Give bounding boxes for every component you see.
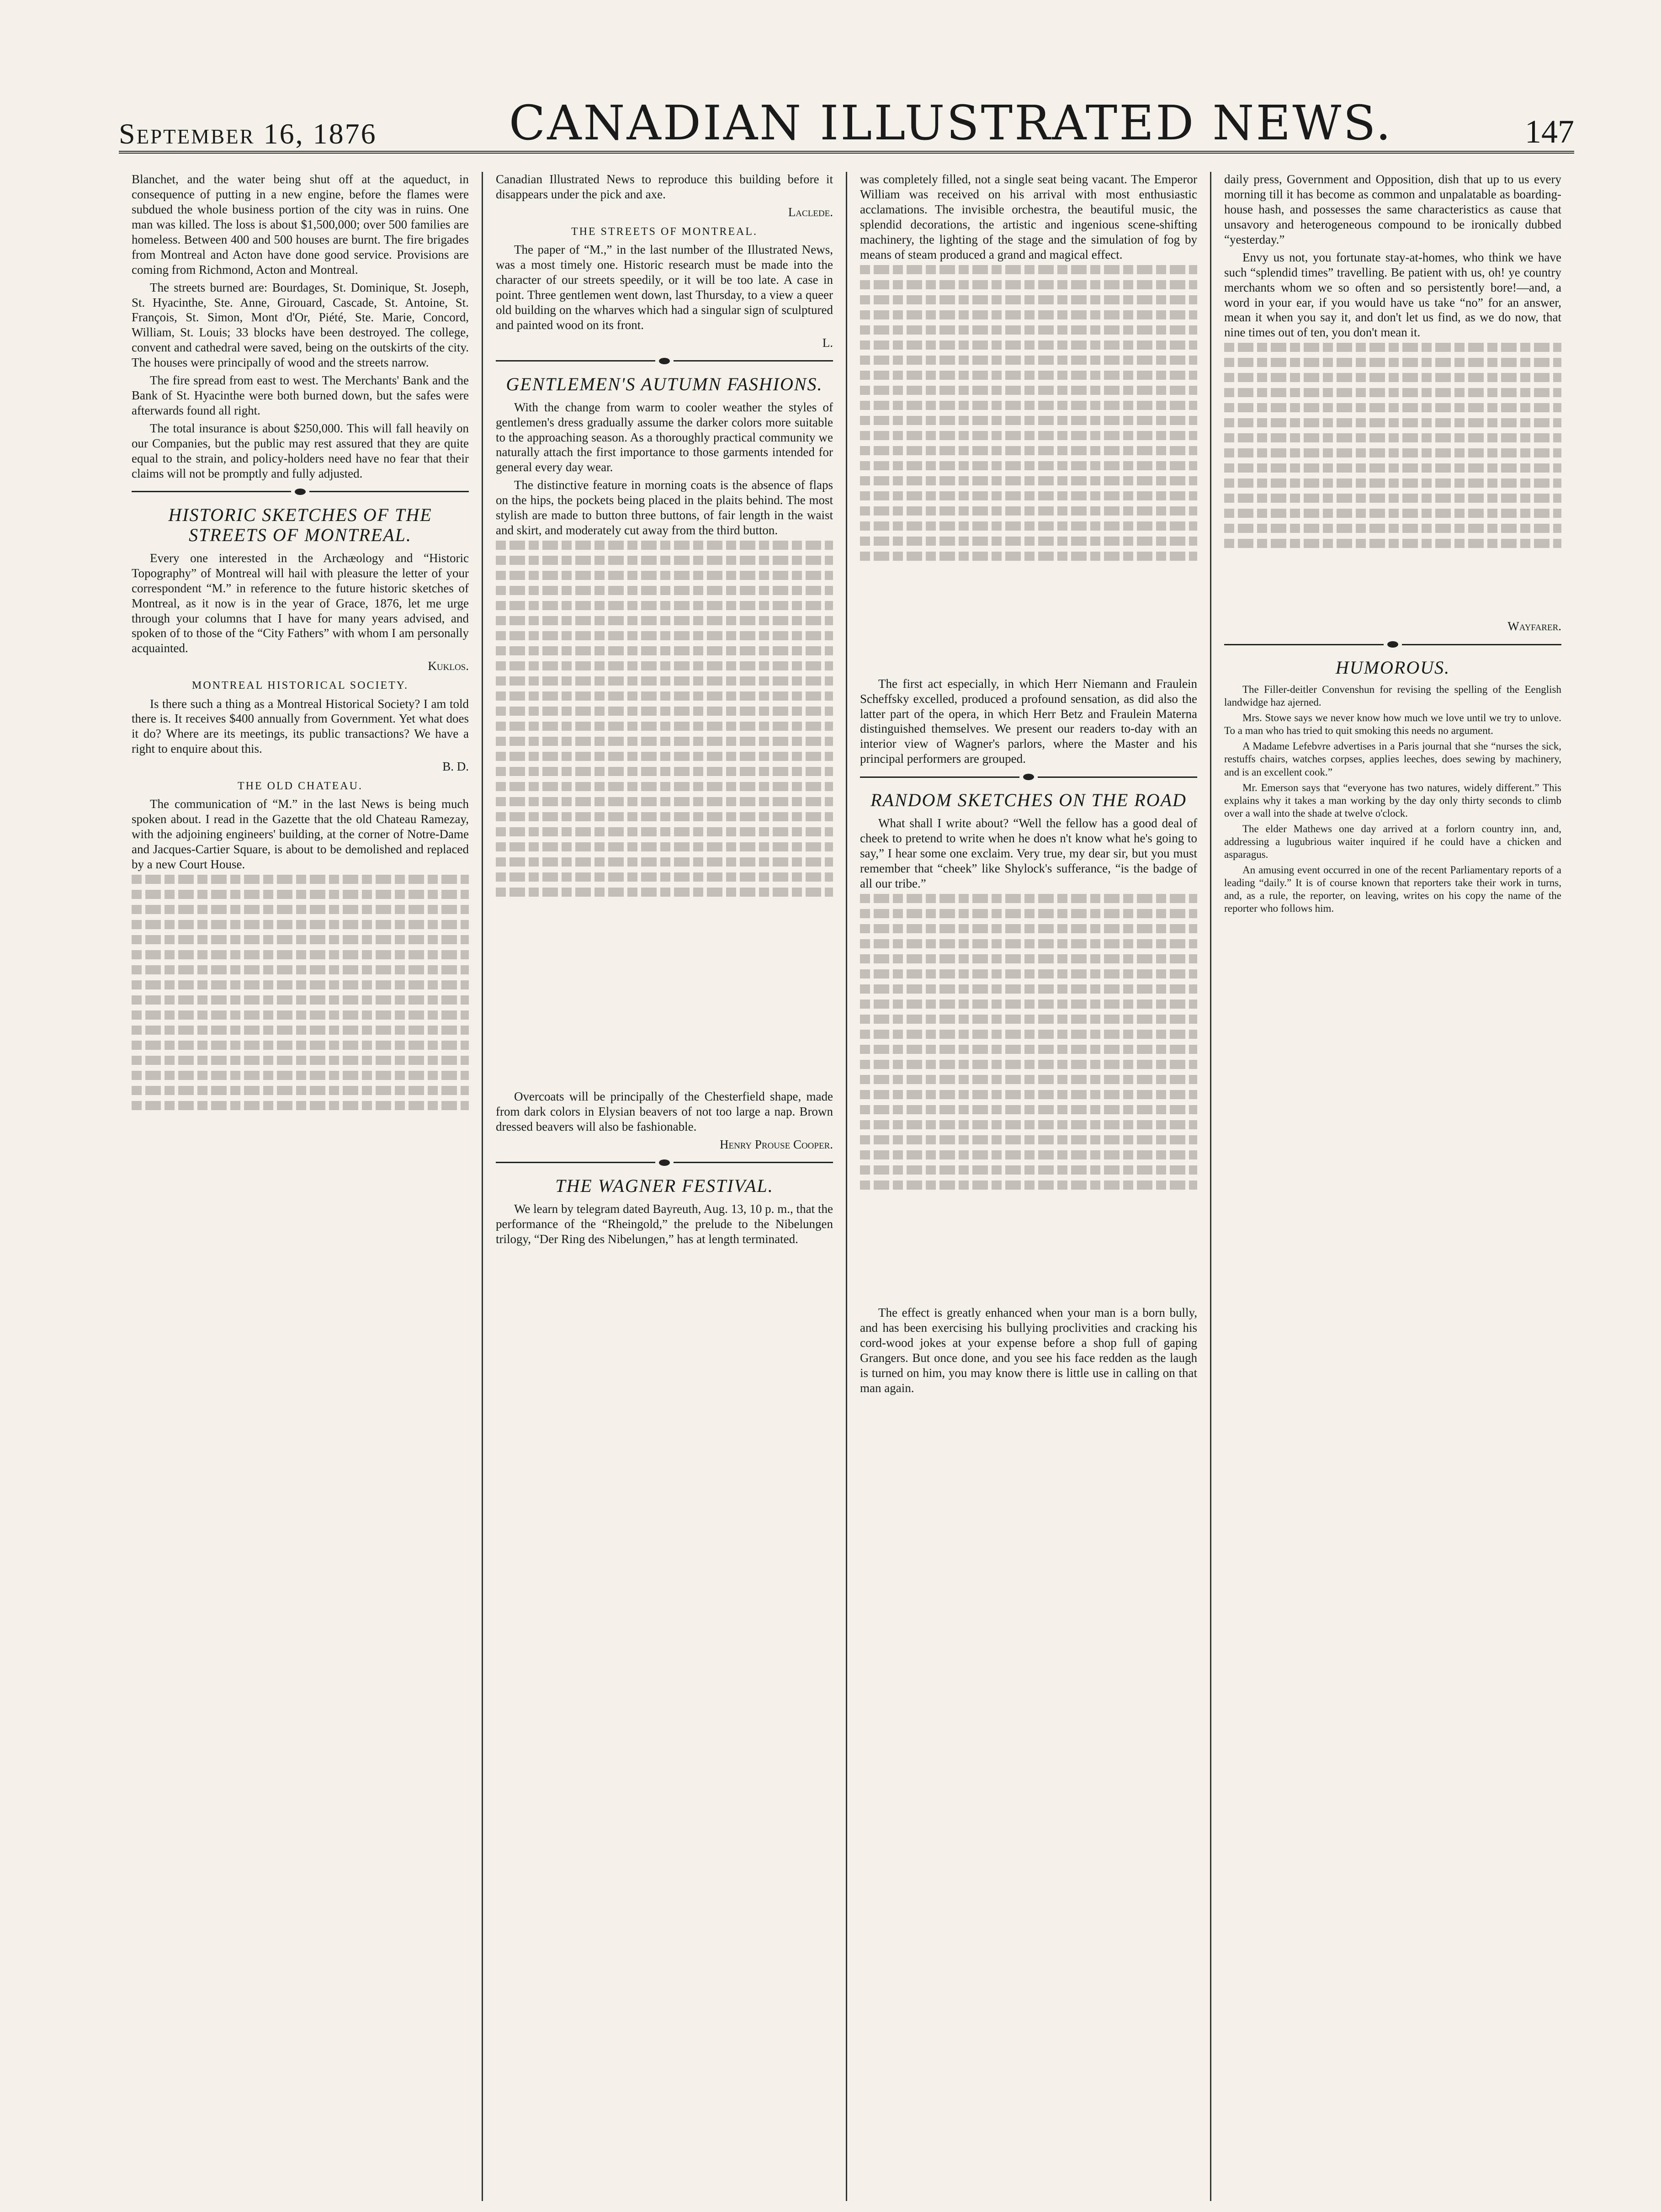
humor-item: The Filler-deitler Convenshun for revising the spelling of the Eenglish landwidge haz ajerned. — [1224, 684, 1561, 708]
historic-sketches-paragraph: Every one interested in the Archæology and “Historic Topography” of Montreal will hail with pleasure the letter of your correspondent “M.” in reference to the future historic sketches of Montreal, as it now is in the year of Grace, 1876, let me urge through your columns that I have for many years advised, and spoken of to those of the “City Fathers” with whom I am personally acquainted. — [132, 551, 469, 655]
article-signature: Wayfarer. — [1507, 619, 1561, 633]
sketches-continued-paragraph: daily press, Government and Opposition, dish that up to us every morning till it has become as common and unpalatable as boarding-house hash, and possesses the same characteristics as cause that unsavory and heterogeneous compound to be ironically dubbed “yesterday.” — [1224, 172, 1561, 246]
article-signature: Kuklos. — [428, 659, 469, 673]
fashion-paragraph: Overcoats will be principally of the Chesterfield shape, made from dark colors in Elysian beavers of not too large a nap. Brown dressed beavers will also be fashionable. — [496, 1090, 833, 1133]
continued-text — [496, 541, 833, 1089]
continued-text — [860, 265, 1197, 676]
sketches-paragraph: What shall I write about? “Well the fellow has a good deal of cheek to pretend to write when he does n't know what he's going to say,” I hear some one exclaim. Very true, my dear sir, but you must remember that “cheek” like Shylock's sufferance, “is the badge of all our tribe.” — [860, 816, 1197, 890]
wagner-continued-paragraph: was completely filled, not a single seat being vacant. The Emperor William was received on his arrival with most enthusiastic acclamations. The invisible orchestra, the beautiful music, the splendid decorations, the artistic and ingenious scene-shifting machinery, the lighting of the stage and the simulation of fog by means of steam produced a grand and magical effect. — [860, 172, 1197, 261]
article-headline: GENTLEMEN'S AUTUMN FASHIONS. — [506, 373, 823, 394]
historical-society-paragraph: Is there such a thing as a Montreal Historical Society? I am told there is. It receives $400 annually from Government. Yet what does it do? Where are its meetings, its public transactions? We have a right to enquire about this. — [132, 697, 469, 756]
humor-item: Mr. Emerson says that “everyone has two natures, widely different.” This explains why it takes a man working by the day only thirty seconds to climb over a wall into the shade at twelve o'clock. — [1224, 782, 1561, 819]
section-divider — [496, 1159, 833, 1166]
section-divider — [132, 489, 469, 495]
issue-date: September 16, 1876 — [119, 117, 377, 150]
article-signature: Laclede. — [788, 205, 833, 219]
section-divider — [496, 358, 833, 364]
newspaper-title: CANADIAN ILLUSTRATED NEWS. — [509, 95, 1393, 151]
section-divider — [1224, 641, 1561, 648]
article-headline: THE WAGNER FESTIVAL. — [555, 1175, 774, 1196]
humor-item: A Madame Lefebvre advertises in a Paris journal that she “nurses the sick, restuffs chairs, watches corpses, applies leeches, does sewing by machinery, and is an excellent cook.” — [1224, 740, 1561, 778]
sketches-paragraph: The effect is greatly enhanced when your man is a born bully, and has been exercising his bullying proclivities and cracking his cord-wood jokes at your expense before a shop full of gaping Grangers. But once done, and you see his face redden as the laugh is turned on him, you may know there is little use in calling on that man again. — [860, 1305, 1197, 1395]
article-signature: B. D. — [442, 760, 469, 774]
article-signature: Henry Prouse Cooper. — [719, 1137, 833, 1151]
continued-text — [860, 894, 1197, 1305]
wagner-paragraph: The first act especially, in which Herr Niemann and Fraulein Scheffsky excelled, produced a profound sensation, as did also the latter part of the opera, in which Herr Betz and Fraulein Materna distinguished themselves. We present our readers to-day with an interior view of Wagner's parlors, where the Master and his principal performers are grouped. — [860, 676, 1197, 766]
humor-item: Mrs. Stowe says we never know how much we love until we try to unlove. To a man who has tried to quit smoking this needs no argument. — [1224, 712, 1561, 737]
article-headline: HUMOROUS. — [1335, 657, 1450, 678]
humor-item: The elder Mathews one day arrived at a forlorn country inn, and, addressing a lugubrious waiter inquired if he could have a chicken and asparagus. — [1224, 823, 1561, 860]
continued-text — [1224, 343, 1561, 617]
humor-item: An amusing event occurred in one of the recent Parliamentary reports of a leading “daily.” It is of course known that reporters take their work in turns, and, as a rule, the reporter, on leaving, writes on his copy the name of the reporter who follows him. — [1224, 864, 1561, 914]
streets-paragraph: The paper of “M.,” in the last number of the Illustrated News, was a most timely one. Historic research must be made into the character of our streets speedily, or it will be too late. A case in point. Three gentlemen went down, last Thursday, to a view a queer old building on the wharves which had a singular sign of sculptured and painted wood on its front. — [496, 243, 833, 332]
fire-article-paragraph: Blanchet, and the water being shut off at the aqueduct, in consequence of putting in a new engine, before the flames were subdued the whole business portion of the city was in ruins. One man was killed. The loss is about $1,500,000; over 500 families are homeless. Between 400 and 500 houses are burnt. The fire brigades from Montreal and Acton have done good service. Provisions are coming from Richmond, Acton and Montreal. — [132, 172, 469, 276]
old-chateau-paragraph: The communication of “M.” in the last News is being much spoken about. I read in the Gazette that the old Chateau Ramezay, with the adjoining engineers' building, at the corner of Notre-Dame and Jacques-Cartier Square, is about to be demolished and replaced by a new Court House. — [132, 797, 469, 872]
article-subheading: THE STREETS OF MONTREAL. — [571, 225, 758, 238]
article-subheading: MONTREAL HISTORICAL SOCIETY. — [191, 680, 409, 692]
article-headline: HISTORIC SKETCHES OF THE STREETS OF MONTREAL. — [168, 504, 432, 545]
continued-paragraph: Canadian Illustrated News to reproduce this building before it disappears under the pick and axe. — [496, 172, 833, 201]
continued-text — [132, 875, 469, 1789]
fire-streets-paragraph: The streets burned are: Bourdages, St. Dominique, St. Joseph, St. Hyacinthe, Ste. Anne, Girouard, Cascade, St. Antoine, St. François, St. Simon, Mont d'Or, Piété, Ste. Marie, Concord, William, St. Louis; 33 blocks have been destroyed. The college, convent and cathedral were saved, being on the outskirts of the city. The houses were principally of wood and the streets narrow. — [132, 280, 469, 370]
article-headline: RANDOM SKETCHES ON THE ROAD — [870, 790, 1187, 811]
fire-insurance-paragraph: The total insurance is about $250,000. This will fall heavily on our Companies, but the public may rest assured that they are quite equal to the strain, and policy-holders need have no fear that their claims will not be promptly and fully adjusted. — [132, 421, 469, 480]
fashion-paragraph: The distinctive feature in morning coats is the absence of flaps on the hips, the pockets being placed in the plaits behind. The most stylish are made to button three buttons, of fair length in the waist and skirt, and moderately cut away from the third button. — [496, 478, 833, 537]
column-1 — [119, 172, 482, 2201]
section-divider — [860, 774, 1197, 780]
article-signature: L. — [822, 335, 833, 350]
column-3 — [846, 172, 1210, 2201]
wagner-paragraph: We learn by telegram dated Bayreuth, Aug. 13, 10 p. m., that the performance of the “Rheingold,” the prelude to the Nibelungen trilogy, “Der Ring des Nibelungen,” has at length terminated. — [496, 1202, 833, 1246]
page-number: 147 — [1525, 113, 1574, 150]
article-columns — [119, 172, 1574, 2201]
masthead — [119, 95, 1574, 154]
column-2 — [482, 172, 846, 2201]
sketches-paragraph: Envy us not, you fortunate stay-at-homes, who think we have such “splendid times” travelling. Be patient with us, oh! ye country merchants whom we so often and so persistently bore!—and, a word in your ear, if you would have us take “no” for an answer, mean it when you say it, and don't let us find, as we do now, that nine times out of ten, you don't mean it. — [1224, 250, 1561, 340]
fashion-paragraph: With the change from warm to cooler weather the styles of gentlemen's dress gradually assume the darker colors more suitable to the approaching season. As a thoroughly practical community we naturally attach the first importance to those garments intended for general every day wear. — [496, 400, 833, 474]
fire-banks-paragraph: The fire spread from east to west. The Merchants' Bank and the Bank of St. Hyacinthe were both burned down, but the safes were afterwards found all right. — [132, 373, 469, 418]
column-4 — [1210, 172, 1574, 2201]
article-subheading: THE OLD CHATEAU. — [238, 780, 363, 792]
